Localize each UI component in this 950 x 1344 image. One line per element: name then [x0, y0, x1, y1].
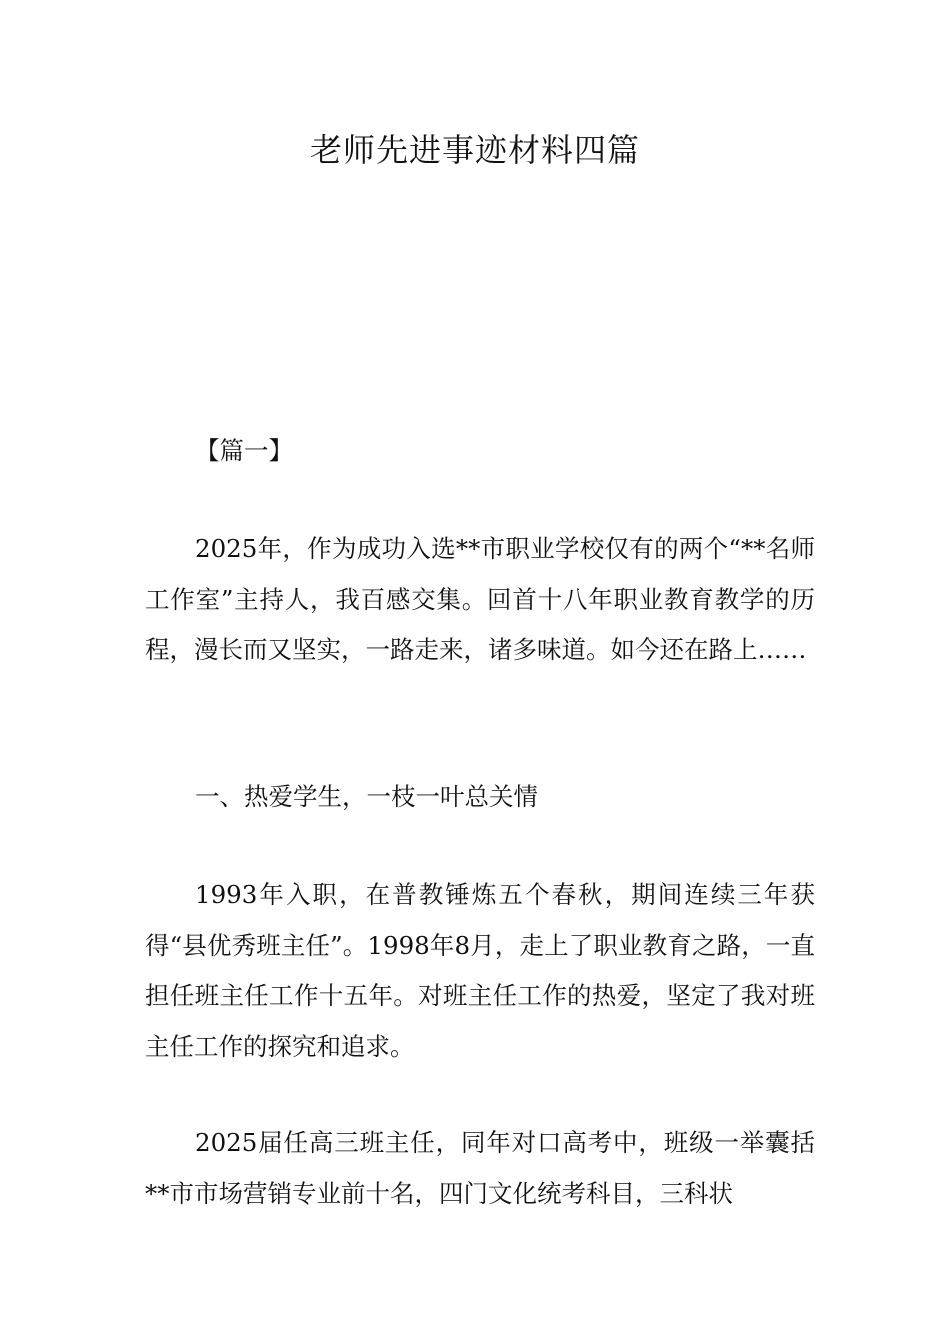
section-label: 【篇一】 [195, 436, 293, 465]
document-title: 老师先进事迹材料四篇 [309, 131, 640, 169]
paragraph-achievement: 2025届任高三班主任，同年对口高考中，班级一举囊括**市市场营销专业前十名，四门文化统考科目，三科状 [145, 1128, 815, 1208]
paragraph-intro: 2025年，作为成功入选**市职业学校仅有的两个“**名师工作室”主持人，我百感交集。回首十八年职业教育教学的历程，漫长而又坚实，一路走来，诸多味道。如今还在路上…… [145, 534, 815, 664]
section-heading: 一、热爱学生，一枝一叶总关情 [195, 782, 538, 811]
paragraph-career: 1993年入职，在普教锤炼五个春秋，期间连续三年获得“县优秀班主任”。1998年8月，走上了职业教育之路，一直担任班主任工作十五年。对班主任工作的热爱，坚定了我对班主任工作的探究和追求。 [145, 880, 815, 1061]
